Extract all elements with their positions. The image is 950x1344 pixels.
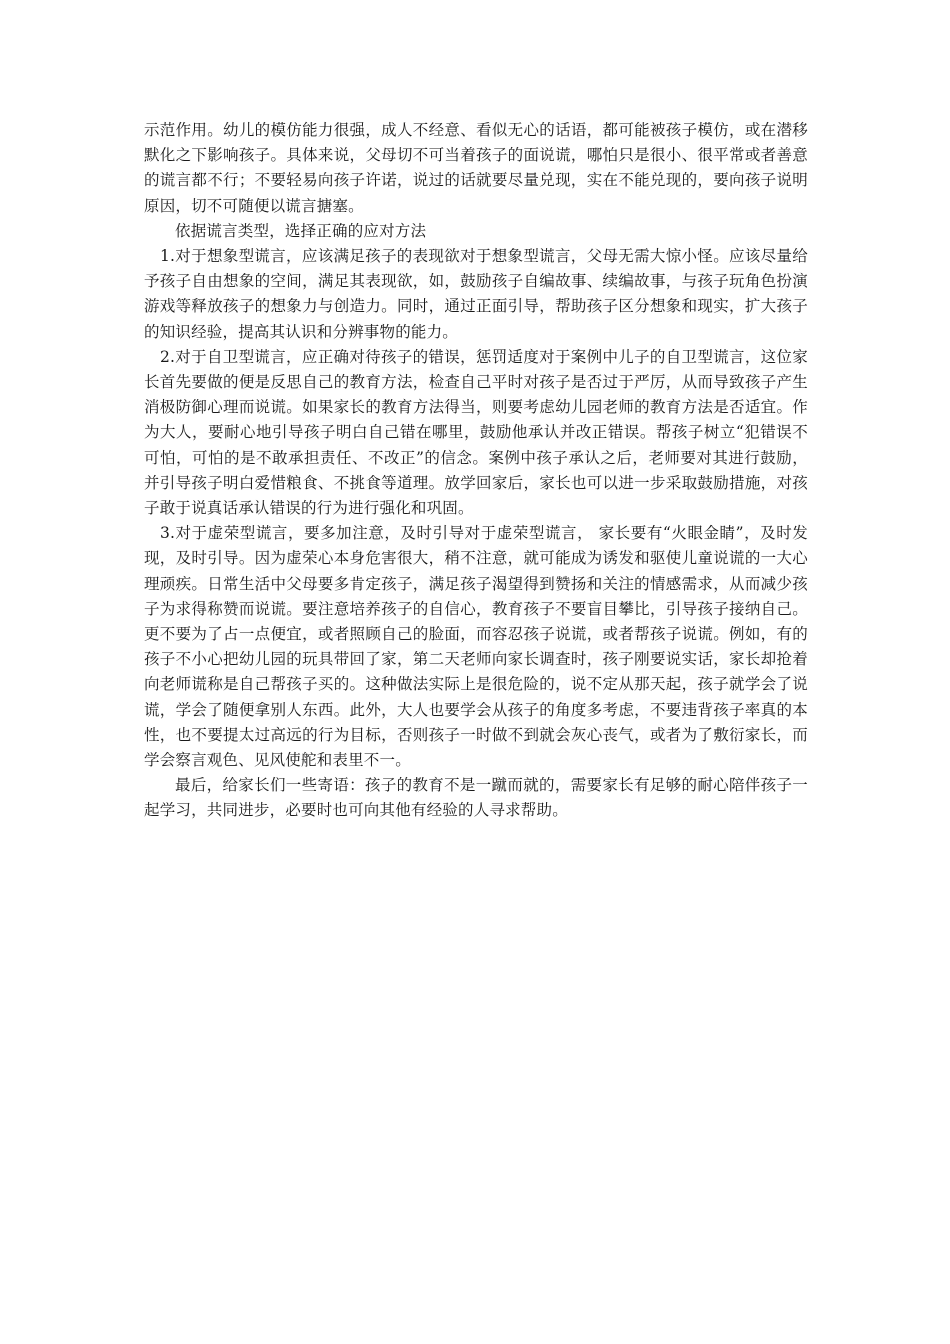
- paragraph-imagination-lies: 1.对于想象型谎言，应该满足孩子的表现欲对于想象型谎言，父母无需大惊小怪。应该尽量给予孩子自由想象的空间，满足其表现欲，如，鼓励孩子自编故事、续编故事，与孩子玩角色扮演游戏等释放孩子的想象力与创造力。同时，通过正面引导，帮助孩子区分想象和现实，扩大孩子的知识经验，提高其认识和分辨事物的能力。: [144, 247, 808, 341]
- paragraph-vanity-lies: 3.对于虚荣型谎言，要多加注意，及时引导对于虚荣型谎言， 家长要有“火眼金睛”，及时发现，及时引导。因为虚荣心本身危害很大，稍不注意，就可能成为诱发和驱使儿童说谎的一大心理顽疾。日常生活中父母要多肯定孩子，满足孩子渴望得到赞扬和关注的情感需求，从而减少孩子为求得称赞而说谎。要注意培养孩子的自信心，教育孩子不要盲目攀比，引导孩子接纳自己。更不要为了占一点便宜，或者照顾自己的脸面，而容忍孩子说谎，或者帮孩子说谎。例如，有的孩子不小心把幼儿园的玩具带回了家，第二天老师向家长调查时，孩子刚要说实话，家长却抢着向老师谎称是自己帮孩子买的。这种做法实际上是很危险的，说不定从那天起，孩子就学会了说谎，学会了随便拿别人东西。此外，大人也要学会从孩子的角度多考虑，不要违背孩子率真的本性，也不要提太过高远的行为目标，否则孩子一时做不到就会灰心丧气，或者为了敷衍家长，而学会察言观色、见风使舵和表里不一。: [144, 524, 808, 770]
- document-body: [144, 118, 808, 824]
- paragraph-self-defense-lies: 2.对于自卫型谎言，应正确对待孩子的错误，惩罚适度对于案例中儿子的自卫型谎言，这位家长首先要做的便是反思自己的教育方法，检查自己平时对孩子是否过于严厉，从而导致孩子产生消极防御心理而说谎。如果家长的教育方法得当，则要考虑幼儿园老师的教育方法是否适宜。作为大人，要耐心地引导孩子明白自己错在哪里，鼓励他承认并改正错误。帮孩子树立“犯错误不可怕，可怕的是不敢承担责任、不改正”的信念。案例中孩子承认之后，老师要对其进行鼓励，并引导孩子明白爱惜粮食、不挑食等道理。放学回家后，家长也可以进一步采取鼓励措施，对孩子敢于说真话承认错误的行为进行强化和巩固。: [144, 347, 808, 518]
- section-heading: 依据谎言类型，选择正确的应对方法: [175, 221, 427, 240]
- paragraph-intro-continuation: 示范作用。幼儿的模仿能力很强，成人不经意、看似无心的话语，都可能被孩子模仿，或在潜移默化之下影响孩子。具体来说，父母切不可当着孩子的面说谎，哪怕只是很小、很平常或者善意的谎言都不行；不要轻易向孩子许诺，说过的话就要尽量兑现，实在不能兑现的，要向孩子说明原因，切不可随便以谎言搪塞。: [144, 121, 808, 215]
- paragraph-closing-message: 最后，给家长们一些寄语：孩子的教育不是一蹴而就的，需要家长有足够的耐心陪伴孩子一起学习，共同进步，必要时也可向其他有经验的人寻求帮助。: [144, 776, 808, 820]
